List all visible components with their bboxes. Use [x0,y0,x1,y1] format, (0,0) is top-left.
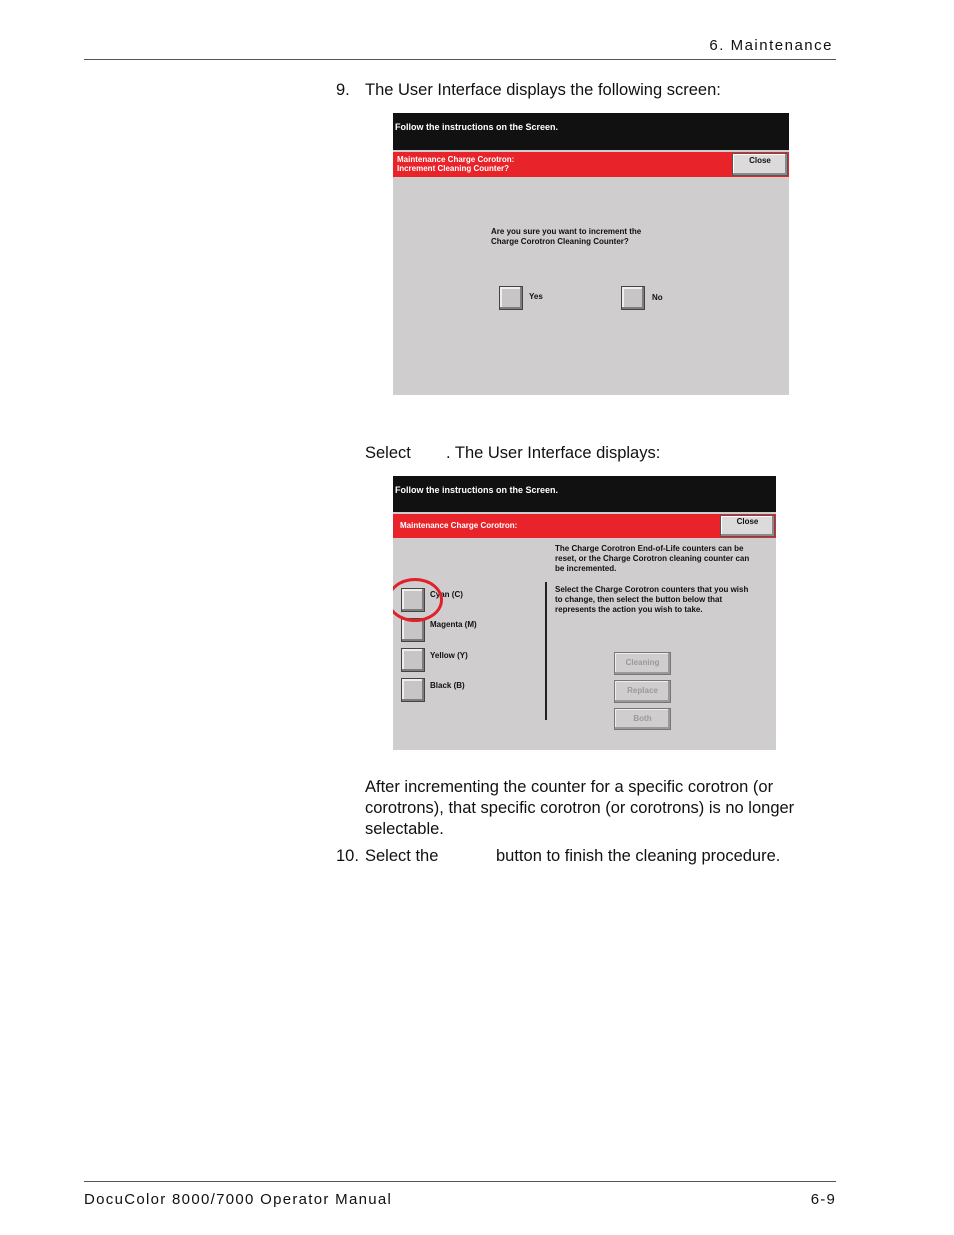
yellow-button[interactable] [401,648,425,672]
title-bar [393,514,776,538]
step-10-prefix: Select the [365,847,439,865]
instruction-bar [393,476,776,512]
instr-line-1: Select the Charge Corotron counters that you wish [555,585,749,594]
info-line-3: be incremented. [555,564,617,573]
no-button[interactable] [621,286,645,310]
vertical-divider [545,582,547,720]
select-suffix: . The User Interface displays: [446,444,661,462]
no-label: No [652,293,663,302]
step-9-text: The User Interface displays the following screen: [365,81,721,99]
instruction-text: Follow the instructions on the Screen. [395,122,559,132]
footer-rule [84,1181,836,1182]
both-button[interactable]: Both [614,708,671,730]
corotron-select-screen [393,476,776,750]
title-bar [393,152,789,177]
yellow-label: Yellow (Y) [430,651,468,660]
confirm-question [491,227,641,247]
info-line-2: reset, or the Charge Corotron cleaning counter can [555,554,750,563]
black-label: Black (B) [430,681,465,690]
page-number: 6-9 [810,1191,836,1208]
step-10-number: 10. [336,847,359,865]
confirm-screen [393,113,789,395]
title-line-1: Maintenance Charge Corotron: [397,155,515,164]
close-button[interactable]: Close [720,515,775,537]
black-button[interactable] [401,678,425,702]
info-text [555,544,775,574]
step-10-suffix: button to finish the cleaning procedure. [496,847,781,865]
highlight-circle [393,578,443,622]
cleaning-button[interactable]: Cleaning [614,652,671,675]
info-line-1: The Charge Corotron End-of-Life counters can be [555,544,744,553]
yes-label: Yes [529,292,543,301]
close-button[interactable]: Close [732,153,788,176]
manual-title: DocuColor 8000/7000 Operator Manual [84,1191,393,1208]
instruction-bar [393,113,789,150]
section-header: 6. Maintenance [709,37,833,54]
step-9-number: 9. [336,81,350,99]
instr-line-3: represents the action you wish to take. [555,605,703,614]
after-increment-note: After incrementing the counter for a specific corotron (or corotrons), that specific corotron (or corotrons) is no longer selectable. [365,778,795,838]
title-text: Maintenance Charge Corotron: [400,521,518,530]
question-line-2: Charge Corotron Cleaning Counter? [491,237,629,246]
replace-button[interactable]: Replace [614,680,671,703]
instruction-text: Follow the instructions on the Screen. [395,485,559,495]
magenta-label: Magenta (M) [430,620,477,629]
select-prefix: Select [365,444,411,462]
header-rule [84,59,836,60]
yes-button[interactable] [499,286,523,310]
question-line-1: Are you sure you want to increment the [491,227,642,236]
instr-line-2: to change, then select the button below that [555,595,723,604]
cyan-label: Cyan (C) [430,590,463,599]
instruction-text-block [555,585,775,615]
title-line-2: Increment Cleaning Counter? [397,164,510,173]
